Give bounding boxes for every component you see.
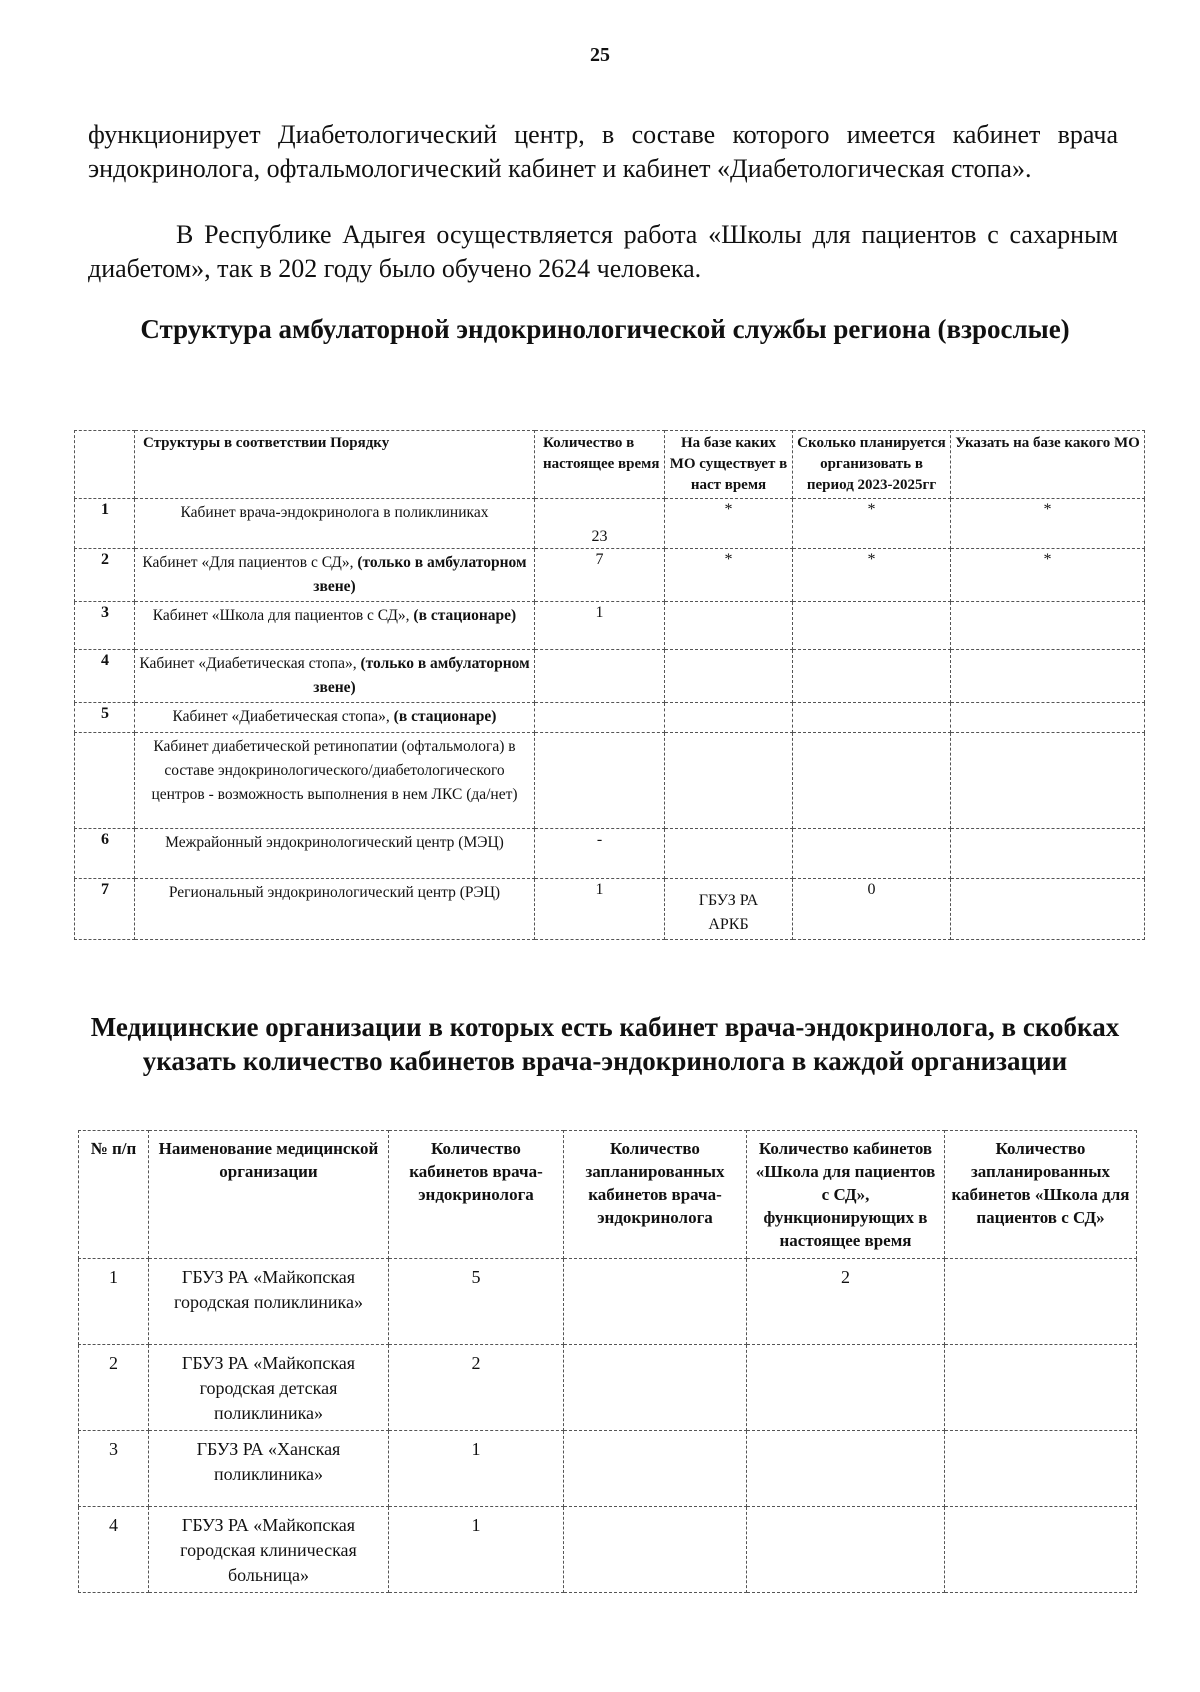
row-specify — [951, 602, 1145, 650]
row-count: 1 — [389, 1431, 564, 1507]
row-name — [135, 879, 535, 940]
row-name — [135, 703, 535, 733]
header-base: На базе каких МО существует в наст время — [665, 431, 793, 499]
table-row — [75, 650, 1145, 703]
header-school: Количество кабинетов «Школа для пациентов с СД», функционирующих в настоящее время — [747, 1131, 945, 1259]
row-base: ГБУЗ РА АРКБ — [665, 879, 793, 940]
row-school-planned — [945, 1507, 1137, 1593]
row-count: 1 — [535, 602, 665, 650]
row-specify — [951, 703, 1145, 733]
row-num: 1 — [75, 499, 135, 549]
row-base — [665, 829, 793, 879]
organizations-table — [78, 1130, 1137, 1593]
table-row — [75, 703, 1145, 733]
row-name-text: Кабинет диабетической ретинопатии (офтальмолога) в составе эндокринологического/диабетологического центров - возможность выполнения в нем ЛКС (да/нет) — [151, 738, 518, 803]
row-name — [135, 733, 535, 829]
row-base — [665, 703, 793, 733]
structure-table — [74, 430, 1145, 940]
row-num: 5 — [75, 703, 135, 733]
row-name — [135, 829, 535, 879]
row-name — [135, 499, 535, 549]
row-count — [535, 650, 665, 703]
row-count: 1 — [389, 1507, 564, 1593]
table-row — [79, 1345, 1137, 1431]
row-name — [135, 549, 535, 602]
row-count: 23 — [535, 499, 665, 549]
row-num: 2 — [79, 1345, 149, 1431]
row-name-bold: (только в амбулаторном звене) — [313, 655, 530, 696]
row-planned — [564, 1431, 747, 1507]
row-planned — [564, 1507, 747, 1593]
table-header-row — [75, 431, 1145, 499]
row-count: 7 — [535, 549, 665, 602]
row-org: ГБУЗ РА «Майкопская городская поликлиника» — [149, 1259, 389, 1345]
row-base: * — [665, 549, 793, 602]
table2-title: Медицинские организации в которых есть кабинет врача-эндокринолога, в скобках указать количество кабинетов врача-эндокринолога в каждой организации — [90, 1012, 1120, 1076]
header-num: № п/п — [79, 1131, 149, 1259]
table-row — [79, 1431, 1137, 1507]
header-count: Количество кабинетов врача- эндокринолога — [389, 1131, 564, 1259]
row-num: 4 — [75, 650, 135, 703]
row-base — [665, 602, 793, 650]
row-name-bold: (в стационаре) — [393, 708, 497, 725]
row-num: 6 — [75, 829, 135, 879]
row-school — [747, 1345, 945, 1431]
paragraph-2: В Республике Адыгея осуществляется работа «Школы для пациентов с сахарным диабетом», так в 202 году было обучено 2624 человека. — [88, 220, 1118, 283]
row-num: 2 — [75, 549, 135, 602]
row-base: * — [665, 499, 793, 549]
table-row — [79, 1507, 1137, 1593]
table-header-row — [79, 1131, 1137, 1259]
header-org: Наименование медицинской организации — [149, 1131, 389, 1259]
row-specify — [951, 733, 1145, 829]
row-name — [135, 650, 535, 703]
row-specify — [951, 650, 1145, 703]
row-school-planned — [945, 1431, 1137, 1507]
row-specify: * — [951, 549, 1145, 602]
table1-title: Структура амбулаторной эндокринологической службы региона (взрослые) — [140, 314, 1070, 344]
row-count: 1 — [535, 879, 665, 940]
row-count — [535, 733, 665, 829]
page-number: 25 — [590, 44, 610, 66]
row-name-text: Межрайонный эндокринологический центр (МЭЦ) — [165, 834, 504, 851]
row-planned — [564, 1345, 747, 1431]
row-planned — [564, 1259, 747, 1345]
row-plan: * — [793, 499, 951, 549]
row-count: 5 — [389, 1259, 564, 1345]
row-org: ГБУЗ РА «Майкопская городская детская поликлиника» — [149, 1345, 389, 1431]
row-num — [75, 733, 135, 829]
header-planned: Количество запланированных кабинетов врача-эндокринолога — [564, 1131, 747, 1259]
table-row — [75, 499, 1145, 549]
row-name-text: Региональный эндокринологический центр (РЭЦ) — [168, 884, 501, 901]
row-name — [135, 602, 535, 650]
row-name-text: Кабинет «Школа для пациентов с СД», — [152, 607, 414, 624]
row-num: 4 — [79, 1507, 149, 1593]
header-count: Количество в настоящее время — [535, 431, 665, 499]
table-row — [75, 879, 1145, 940]
row-name-bold: (в стационаре) — [413, 607, 517, 624]
row-plan — [793, 602, 951, 650]
row-specify — [951, 879, 1145, 940]
row-school-planned — [945, 1345, 1137, 1431]
row-school: 2 — [747, 1259, 945, 1345]
table-row — [75, 829, 1145, 879]
table-row — [75, 602, 1145, 650]
row-plan — [793, 703, 951, 733]
row-org: ГБУЗ РА «Ханская поликлиника» — [149, 1431, 389, 1507]
row-specify — [951, 829, 1145, 879]
header-structure: Структуры в соответствии Порядку — [135, 431, 535, 499]
row-specify: * — [951, 499, 1145, 549]
row-plan — [793, 733, 951, 829]
row-num: 3 — [79, 1431, 149, 1507]
header-plan: Сколько планируется организовать в период 2023-2025гг — [793, 431, 951, 499]
row-plan — [793, 650, 951, 703]
row-num: 1 — [79, 1259, 149, 1345]
row-school — [747, 1431, 945, 1507]
row-plan: * — [793, 549, 951, 602]
header-num — [75, 431, 135, 499]
header-specify: Указать на базе какого МО — [951, 431, 1145, 499]
row-school-planned — [945, 1259, 1137, 1345]
row-school — [747, 1507, 945, 1593]
table-row — [79, 1259, 1137, 1345]
row-base — [665, 733, 793, 829]
row-name-bold: (только в амбулаторном звене) — [313, 554, 527, 595]
row-count: - — [535, 829, 665, 879]
row-org: ГБУЗ РА «Майкопская городская клиническая больница» — [149, 1507, 389, 1593]
row-num: 3 — [75, 602, 135, 650]
table-row — [75, 549, 1145, 602]
row-count — [535, 703, 665, 733]
row-num: 7 — [75, 879, 135, 940]
row-plan — [793, 829, 951, 879]
row-name-text: Кабинет «Диабетическая стопа», — [139, 655, 361, 672]
table-row — [75, 733, 1145, 829]
header-school-planned: Количество запланированных кабинетов «Школа для пациентов с СД» — [945, 1131, 1137, 1259]
row-name-text: Кабинет врача-эндокринолога в поликлиниках — [180, 504, 489, 521]
row-base — [665, 650, 793, 703]
row-plan: 0 — [793, 879, 951, 940]
paragraph-1: функционирует Диабетологический центр, в составе которого имеется кабинет врача эндокринолога, офтальмологический кабинет и кабинет «Диабетологическая стопа». — [88, 120, 1118, 183]
row-name-text: Кабинет «Диабетическая стопа», — [172, 708, 394, 725]
row-name-text: Кабинет «Для пациентов с СД», — [142, 554, 358, 571]
row-count: 2 — [389, 1345, 564, 1431]
